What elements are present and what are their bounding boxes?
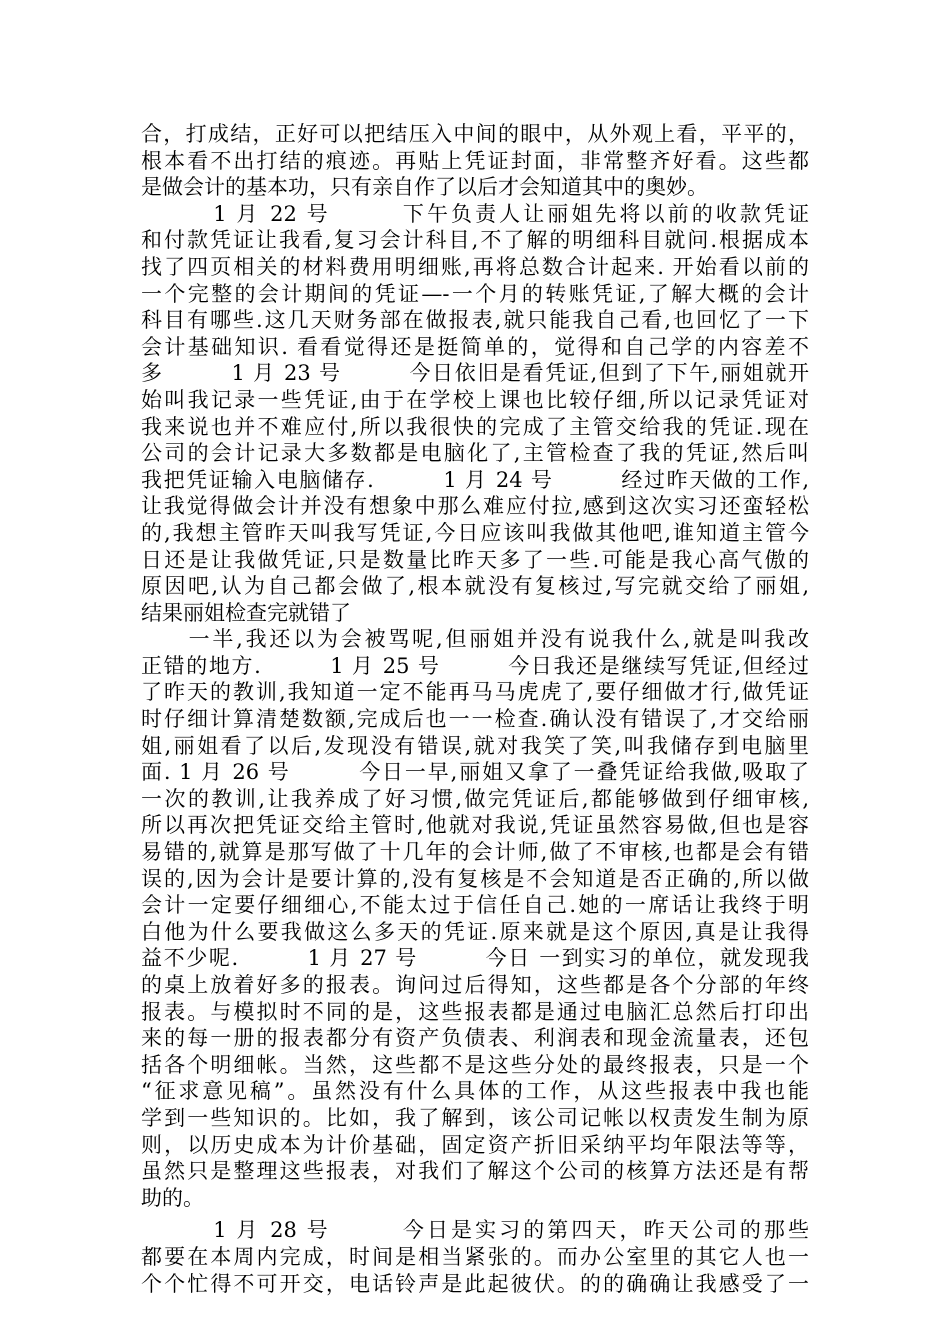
text-line: 面. 1 月 26 号 今日一早,丽姐又拿了一叠凭证给我做,吸取了 xyxy=(141,760,809,785)
text-line: 则，以历史成本为计价基础，固定资产折旧采纳平均年限法等等， xyxy=(141,1132,809,1157)
text-line: 始叫我记录一些凭证,由于在学校上课也比较仔细,所以记录凭证对 xyxy=(141,387,809,412)
text-line: 会计一定要仔细细心,不能太过于信任自己.她的一席话让我终于明 xyxy=(141,893,809,918)
text-line: 来的每一册的报表都分有资产负债表、利润表和现金流量表，还包 xyxy=(141,1026,809,1051)
text-line: 1 月 28 号 今日是实习的第四天，昨天公司的那些 xyxy=(141,1218,809,1243)
text-line: 会计基础知识. 看看觉得还是挺简单的，觉得和自己学的内容差不 xyxy=(141,334,809,359)
text-line: 学到一些知识的。比如，我了解到，该公司记帐以权责发生制为原 xyxy=(141,1105,809,1130)
text-line: 括各个明细帐。当然，这些都不是这些分处的最终报表，只是一个 xyxy=(141,1052,809,1077)
text-line: 是做会计的基本功，只有亲自作了以后才会知道其中的奥妙。 xyxy=(141,175,708,200)
text-line: 助的。 xyxy=(141,1185,204,1210)
text-line: 报表。与模拟时不同的是，这些报表都是通过电脑汇总然后打印出 xyxy=(141,999,809,1024)
text-line: 个个忙得不可开交，电话铃声是此起彼伏。的的确确让我感受了一 xyxy=(141,1271,809,1296)
text-line: 1 月 22 号 下午负责人让丽姐先将以前的收款凭证 xyxy=(141,201,809,226)
text-line: 的,我想主管昨天叫我写凭证,今日应该叫我做其他吧,谁知道主管今 xyxy=(141,520,809,545)
text-line: 都要在本周内完成，时间是相当紧张的。而办公室里的其它人也一 xyxy=(141,1244,809,1269)
text-line: 原因吧,认为自己都会做了,根本就没有复核过,写完就交给了丽姐, xyxy=(141,574,809,599)
text-line: 姐,丽姐看了以后,发现没有错误,就对我笑了笑,叫我储存到电脑里 xyxy=(141,733,809,758)
text-line: 正错的地方. 1 月 25 号 今日我还是继续写凭证,但经过 xyxy=(141,653,809,678)
text-line: 我来说也并不难应付,所以我很快的完成了主管交给我的凭证.现在 xyxy=(141,414,809,439)
text-line: 所以再次把凭证交给主管时,他就对我说,凭证虽然容易做,但也是容 xyxy=(141,813,809,838)
text-line: 我把凭证输入电脑储存. 1 月 24 号 经过昨天做的工作, xyxy=(141,467,809,492)
text-line: 益不少呢. 1 月 27 号 今日 一到实习的单位，就发现我 xyxy=(141,946,809,971)
text-line: 一次的教训,让我养成了好习惯,做完凭证后,都能够做到仔细审核, xyxy=(141,786,809,811)
text-line: 白他为什么要我做这么多天的凭证.原来就是这个原因,真是让我得 xyxy=(141,919,809,944)
text-line: 日还是让我做凭证,只是数量比昨天多了一些.可能是我心高气傲的 xyxy=(141,547,809,572)
text-line: 多 1 月 23 号 今日依旧是看凭证,但到了下午,丽姐就开 xyxy=(141,361,809,386)
text-line: 虽然只是整理这些报表，对我们了解这个公司的核算方法还是有帮 xyxy=(141,1159,809,1184)
document-body xyxy=(141,121,809,1297)
text-line: 科目有哪些.这几天财务部在做报表,就只能我自己看,也回忆了一下 xyxy=(141,308,809,333)
text-line: 结果丽姐检查完就错了 xyxy=(141,600,351,625)
text-line: 找了四页相关的材料费用明细账,再将总数合计起来. 开始看以前的 xyxy=(141,254,809,279)
text-line: 一半,我还以为会被骂呢,但丽姐并没有说我什么,就是叫我改 xyxy=(141,627,809,652)
text-line: 让我觉得做会计并没有想象中那么难应付拉,感到这次实习还蛮轻松 xyxy=(141,494,809,519)
text-line: 误的,因为会计是要计算的,没有复核是不会知道是否正确的,所以做 xyxy=(141,866,809,891)
text-line: 了昨天的教训,我知道一定不能再马马虎虎了,要仔细做才行,做凭证 xyxy=(141,680,809,705)
text-line: 合，打成结，正好可以把结压入中间的眼中，从外观上看，平平的， xyxy=(141,122,809,146)
text-line: 和付款凭证让我看,复习会计科目,不了解的明细科目就问.根据成本 xyxy=(141,228,809,253)
text-line: 易错的,就算是那写做了十几年的会计师,做了不审核,也都是会有错 xyxy=(141,840,809,865)
text-line: 根本看不出打结的痕迹。再贴上凭证封面，非常整齐好看。这些都 xyxy=(141,148,809,173)
text-line: “征求意见稿”。虽然没有什么具体的工作，从这些报表中我也能 xyxy=(141,1079,809,1104)
text-line: 时仔细计算清楚数额,完成后也一一检查.确认没有错误了,才交给丽 xyxy=(141,707,809,732)
text-line: 的桌上放着好多的报表。询问过后得知，这些都是各个分部的年终 xyxy=(141,973,809,997)
text-line: 一个完整的会计期间的凭证—-一个月的转账凭证,了解大概的会计 xyxy=(141,281,809,306)
text-line: 公司的会计记录大多数都是电脑化了,主管检查了我的凭证,然后叫 xyxy=(141,441,809,466)
